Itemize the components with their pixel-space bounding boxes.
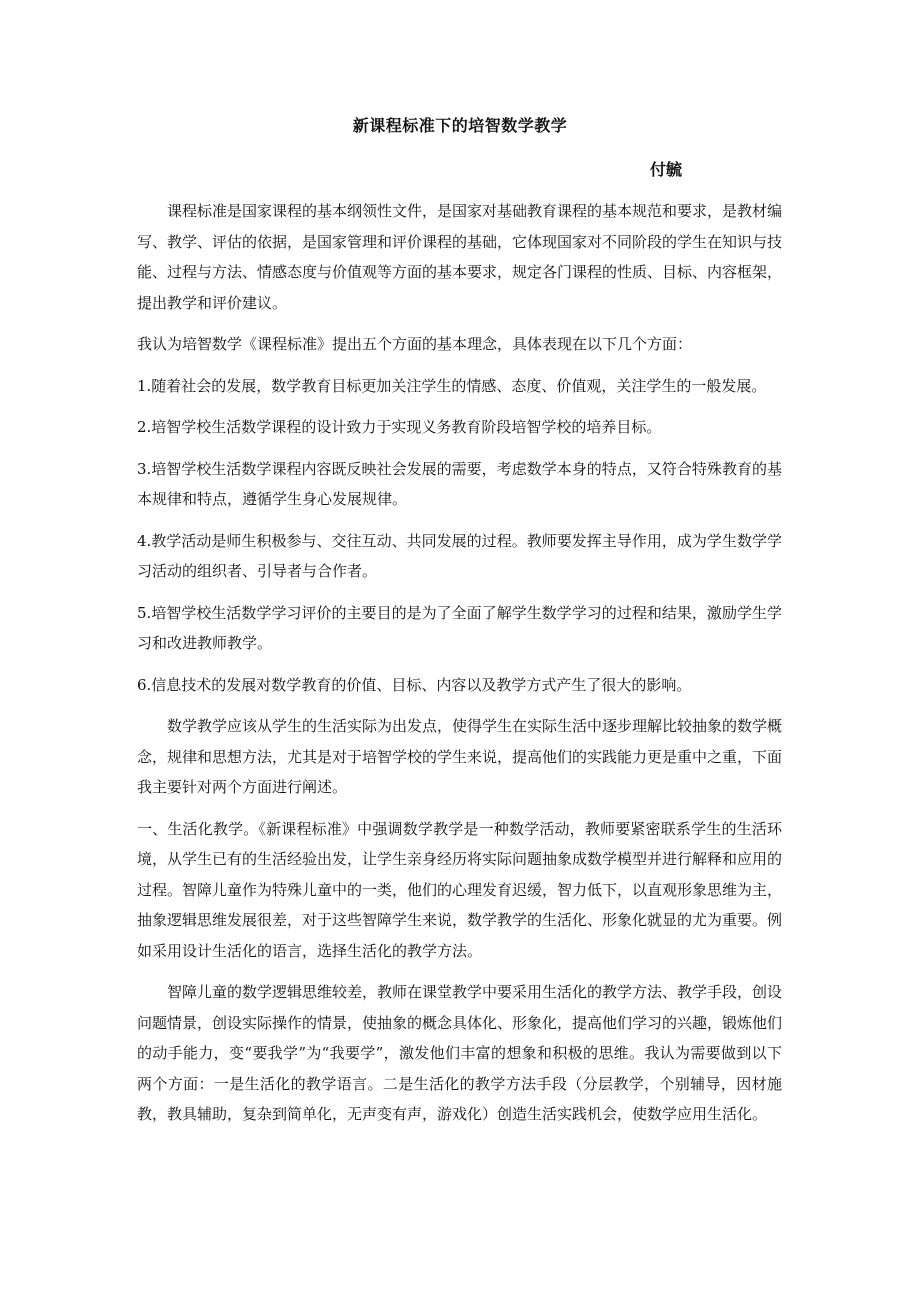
paragraph-approach: 数学教学应该从学生的生活实际为出发点，使得学生在实际生活中逐步理解比较抽象的数学概念，规律和思想方法，尤其是对于培智学校的学生来说，提高他们的实践能力更是重中之重，下面我主要针对两个方面进行阐述。 (137, 717, 783, 796)
paragraph-methods: 智障儿童的数学逻辑思维较差，教师在课堂教学中要采用生活化的教学方法、教学手段，创设问题情景，创设实际操作的情景，使抽象的概念具体化、形象化，提高他们学习的兴趣，锻炼他们的动手能力，变“要我学”为“我要学”，激发他们丰富的想象和积极的思维。我认为需要做到以下两个方面：一是生活化的教学语言。二是生活化的教学方法手段（分层教学，个别辅导，因材施教，教具辅助，复杂到简单化，无声变有声，游戏化）创造生活实践机会，使数学应用生活化。 (137, 983, 783, 1123)
list-item-3: 3.培智学校生活数学课程内容既反映社会发展的需要，考虑数学本身的特点，又符合特殊教育的基本规律和特点，遵循学生身心发展规律。 (137, 459, 782, 508)
list-item-6: 6.信息技术的发展对数学教育的价值、目标、内容以及教学方式产生了很大的影响。 (137, 675, 692, 694)
list-item-1: 1.随着社会的发展，数学教育目标更加关注学生的情感、态度、价值观，关注学生的一般发展。 (137, 376, 767, 395)
document-title: 新课程标准下的培智数学教学 (352, 116, 568, 135)
paragraph-intro: 课程标准是国家课程的基本纲领性文件，是国家对基础教育课程的基本规范和要求，是教材编写、教学、评估的依据，是国家管理和评价课程的基础，它体现国家对不同阶段的学生在知识与技能、过程与方法、情感态度与价值观等方面的基本要求，规定各门课程的性质、目标、内容框架，提出教学和评价建议。 (137, 202, 783, 312)
document-author: 付毓 (650, 160, 683, 179)
paragraph-lead: 我认为培智数学《课程标准》提出五个方面的基本理念，具体表现在以下几个方面： (137, 335, 693, 353)
document-body (137, 196, 782, 1130)
list-item-5: 5.培智学校生活数学学习评价的主要目的是为了全面了解学生数学学习的过程和结果，激励学生学习和改进教师教学。 (137, 603, 782, 652)
list-item-4: 4.教学活动是师生积极参与、交往互动、共同发展的过程。教师要发挥主导作用，成为学生数学学习活动的组织者、引导者与合作者。 (137, 531, 782, 580)
paragraph-section-one: 一、生活化教学。《新课程标准》中强调数学教学是一种数学活动，教师要紧密联系学生的生活环境，从学生已有的生活经验出发，让学生亲身经历将实际问题抽象成数学模型并进行解释和应用的过程。智障儿童作为特殊儿童中的一类，他们的心理发育迟缓，智力低下，以直观形象思维为主，抽象逻辑思维发展很差，对于这些智障学生来说，数学教学的生活化、形象化就显的尤为重要。例如采用设计生活化的语言，选择生活化的教学方法。 (137, 819, 783, 960)
list-item-2: 2.培智学校生活数学课程的设计致力于实现义务教育阶段培智学校的培养目标。 (137, 418, 662, 436)
